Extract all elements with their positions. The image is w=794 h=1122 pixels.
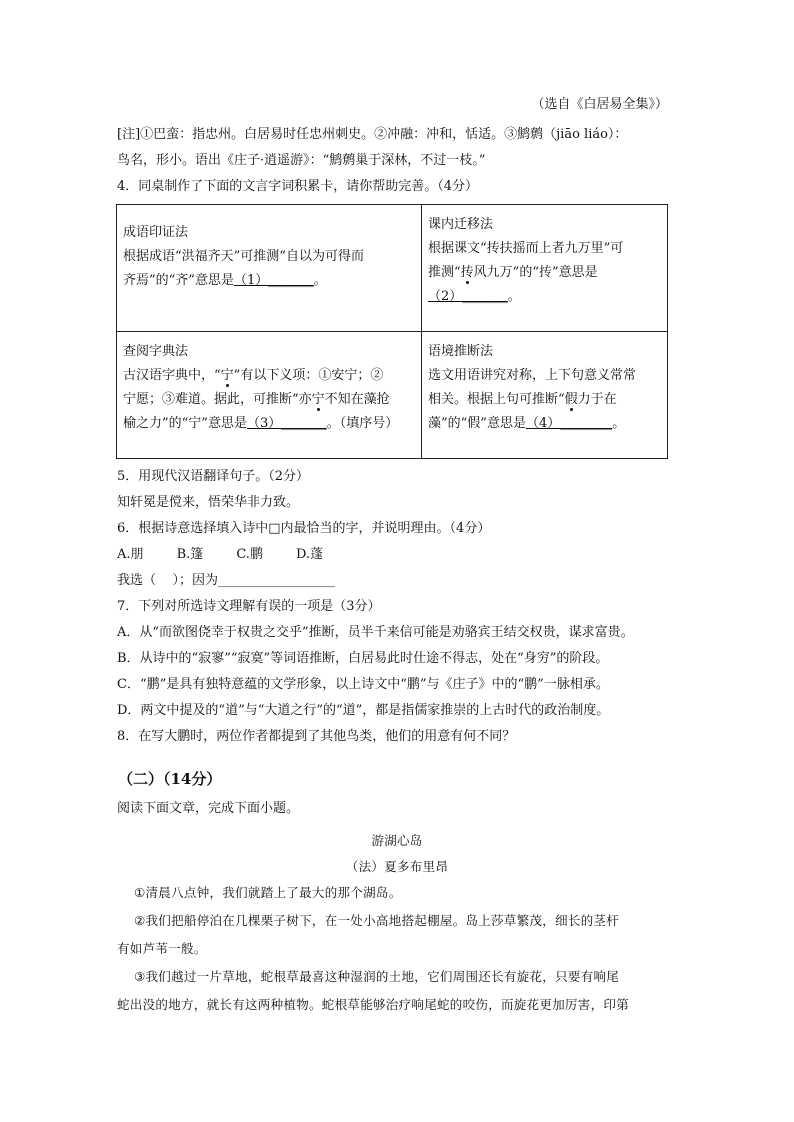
- question-8: 8．在写大鹏时，两位作者都提到了其他鸟类，他们的用意有何不同？: [117, 729, 516, 744]
- card-cell-text: 根据课文“抟扶摇而上者九万里”可: [428, 241, 624, 256]
- section-2-intro: 阅读下面文章，完成下面小题。: [117, 801, 300, 816]
- article-paragraph-1: ①清晨八点钟，我们就踏上了最大的那个湖岛。: [134, 885, 402, 900]
- card-cell-text: 选文用语讲究对称，上下句意义常常: [428, 368, 637, 383]
- answer-blank-2[interactable]: （2）_______: [428, 289, 508, 304]
- card-cell-dictionary-method: [117, 332, 422, 459]
- article-title: 游湖心岛: [371, 833, 423, 848]
- answer-blank-3[interactable]: （3）_______: [246, 416, 327, 431]
- card-cell-text: 根据成语“洪福齐天”可推测“自以为可得而: [123, 249, 364, 264]
- question-7-option-b: B．从诗中的“寂寥”“寂寞”等词语推断，白居易此时仕途不得志，处在“身穷”的阶段。: [117, 651, 609, 666]
- card-cell-text: 齐焉”的“齐”意思是（1）_______。: [123, 273, 327, 288]
- emphasis-char: 假: [564, 392, 578, 407]
- question-5: 5．用现代汉语翻译句子。（2分）: [117, 469, 310, 484]
- card-cell-text: 古汉语字典中，“宁”有以下义项：①安宁；②: [123, 368, 384, 383]
- question-7: 7．下列对所选诗文理解有误的一项是（3分）: [117, 599, 381, 614]
- section-2-heading: （二）（14分）: [118, 770, 222, 788]
- question-6-options: A.朋 B.篷 C.鹏 D.蓬: [117, 547, 324, 562]
- question-7-option-c: C．“鹏”是具有独特意蕴的文学形象，以上诗文中“鹏”与《庄子》中的“鹏”一脉相承。: [117, 677, 609, 692]
- annotation-line-2: 鸟名，形小。语出《庄子·逍遥游》：“鹪鹩巢于深林，不过一枝。”: [117, 153, 486, 168]
- question-7-option-d: D．两文中提及的“道”与“大道之行”的“道”，都是指儒家推崇的上古时代的政治制度。: [117, 703, 610, 718]
- answer-blank-4[interactable]: （4）________: [525, 416, 613, 431]
- emphasis-char: 抟: [460, 265, 474, 280]
- article-paragraph-2-line-2: 有如芦苇一般。: [117, 941, 207, 956]
- question-6-answer-line[interactable]: 我选（ ）；因为__________________: [117, 573, 336, 588]
- question-6: 6．根据诗意选择填入诗中□内最恰当的字，并说明理由。（4分）: [117, 521, 491, 536]
- annotation-line-1: [注]①巴蛮：指忠州。白居易时任忠州刺史。②冲融：冲和，恬适。③鹪鹩（jiāo liáo）：: [117, 127, 628, 142]
- card-cell-transfer-method: [422, 205, 668, 332]
- card-cell-text: 宁愿；③难道。据此，可推断“亦宁不知在藻抢: [123, 392, 390, 407]
- article-paragraph-3-line-1: ③我们越过一片草地，蛇根草最喜这种湿润的土地，它们周围还长有旋花，只要有响尾: [134, 969, 620, 984]
- article-paragraph-2-line-1: ②我们把船停泊在几棵栗子树下，在一处小高地搭起棚屋。岛上莎草繁茂，细长的茎杆: [134, 913, 620, 928]
- article-author: （法）夏多布里昂: [345, 859, 449, 874]
- card-cell-idiom-method: [117, 205, 422, 332]
- card-cell-title: 成语印证法: [123, 225, 189, 240]
- source-citation: （选自《白居易全集》）: [531, 97, 668, 112]
- answer-blank-1[interactable]: （1）_______: [233, 273, 314, 288]
- card-cell-title: 查阅字典法: [123, 344, 189, 359]
- question-4: 4．同桌制作了下面的文言字词积累卡，请你帮助完善。（4分）: [117, 179, 479, 194]
- card-cell-text: （2）_______。: [428, 289, 521, 304]
- vocabulary-card-table: [116, 204, 668, 459]
- card-cell-text: 藻”的“假”意思是（4）________。: [428, 416, 626, 431]
- article-paragraph-3-line-2: 蛇出没的地方，就长有这两种植物。蛇根草能够治疗响尾蛇的咬伤，而旋花更加厉害，印第: [117, 997, 630, 1012]
- card-cell-text: 推测“抟风九万”的“抟”意思是: [428, 265, 598, 280]
- card-cell-title: 课内迁移法: [428, 217, 494, 232]
- card-cell-context-method: [422, 332, 668, 459]
- emphasis-char: 宁: [220, 368, 234, 383]
- card-cell-text: 相关。根据上句可推断“假力于在: [428, 392, 617, 407]
- emphasis-char: 宁: [311, 392, 325, 407]
- question-5-sentence: 知轩冕是傥来，悟荣华非力致。: [117, 495, 300, 510]
- card-cell-text: 榆之力”的“宁”意思是（3）_______。（填序号）: [123, 416, 399, 431]
- card-cell-title: 语境推断法: [428, 344, 494, 359]
- question-7-option-a: A．从“而欲图侥幸于权贵之交乎”推断，员半千来信可能是劝骆宾王结交权贵，谋求富贵。: [117, 625, 634, 640]
